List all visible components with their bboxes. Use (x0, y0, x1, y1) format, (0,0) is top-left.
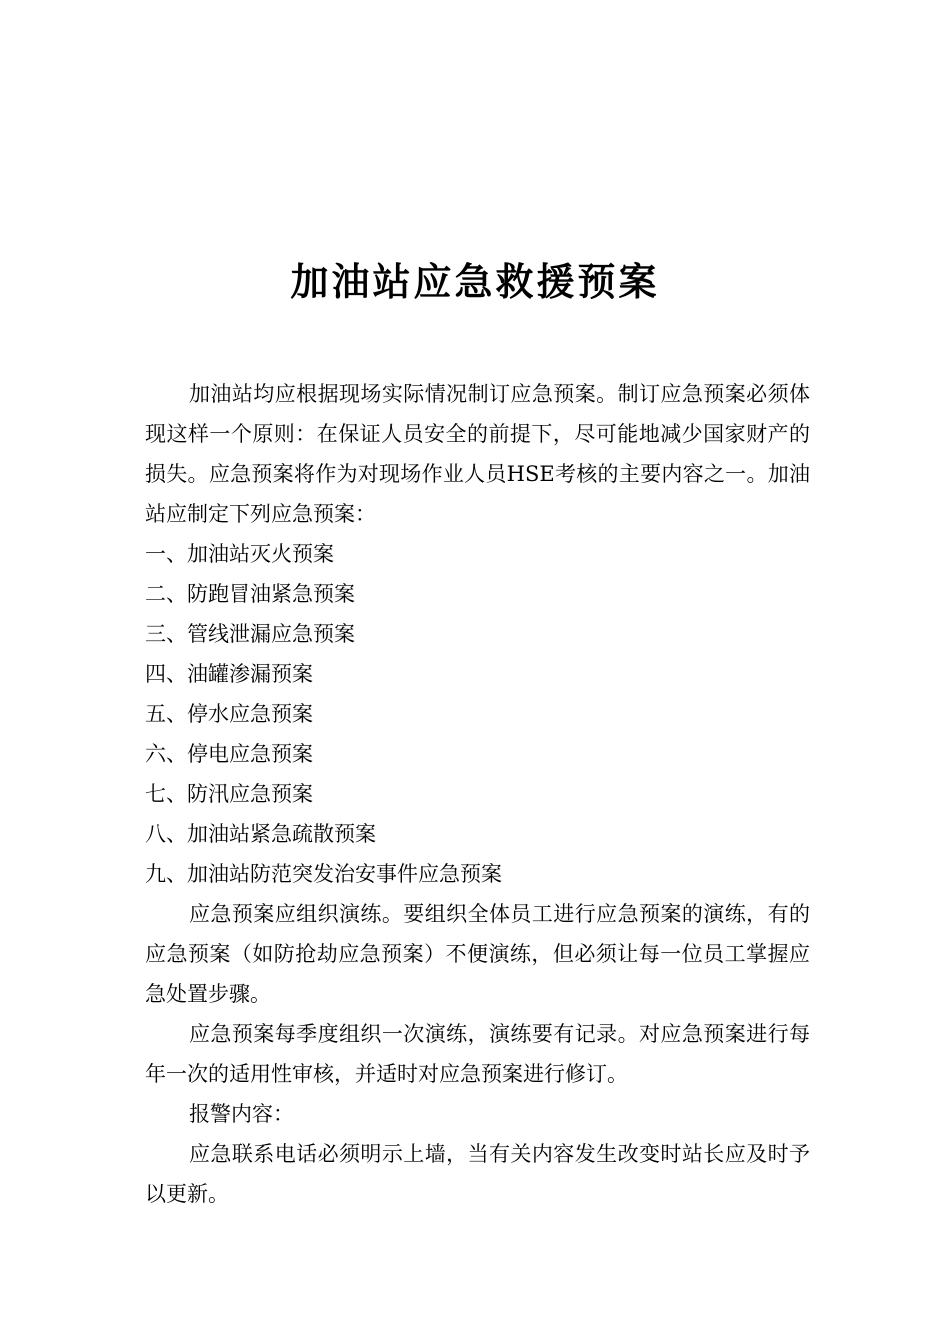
list-item: 一、加油站灭火预案 (145, 542, 334, 566)
document-body (145, 374, 810, 1214)
list-item: 四、油罐渗漏预案 (145, 662, 313, 686)
drill-paragraph: 应急预案应组织演练。要组织全体员工进行应急预案的演练，有的应急预案（如防抢劫应急预案）不便演练，但必须让每一位员工掌握应急处置步骤。 (145, 902, 810, 1006)
document-title: 加油站应急救援预案 (290, 259, 660, 304)
review-paragraph: 应急预案每季度组织一次演练，演练要有记录。对应急预案进行每年一次的适用性审核，并适时对应急预案进行修订。 (145, 1022, 810, 1086)
intro-paragraph: 加油站均应根据现场实际情况制订应急预案。制订应急预案必须体现这样一个原则：在保证人员安全的前提下，尽可能地减少国家财产的损失。应急预案将作为对现场作业人员HSE考核的主要内容之一。加油站应制定下列应急预案： (145, 382, 810, 526)
list-item: 八、加油站紧急疏散预案 (145, 822, 376, 846)
alarm-heading: 报警内容： (189, 1102, 294, 1126)
list-item: 九、加油站防范突发治安事件应急预案 (145, 862, 502, 886)
alarm-paragraph: 应急联系电话必须明示上墙，当有关内容发生改变时站长应及时予以更新。 (145, 1142, 810, 1206)
list-item: 七、防汛应急预案 (145, 782, 313, 806)
list-item: 三、管线泄漏应急预案 (145, 622, 355, 646)
list-item: 五、停水应急预案 (145, 702, 313, 726)
plan-list (145, 534, 810, 894)
list-item: 六、停电应急预案 (145, 742, 313, 766)
list-item: 二、防跑冒油紧急预案 (145, 582, 355, 606)
